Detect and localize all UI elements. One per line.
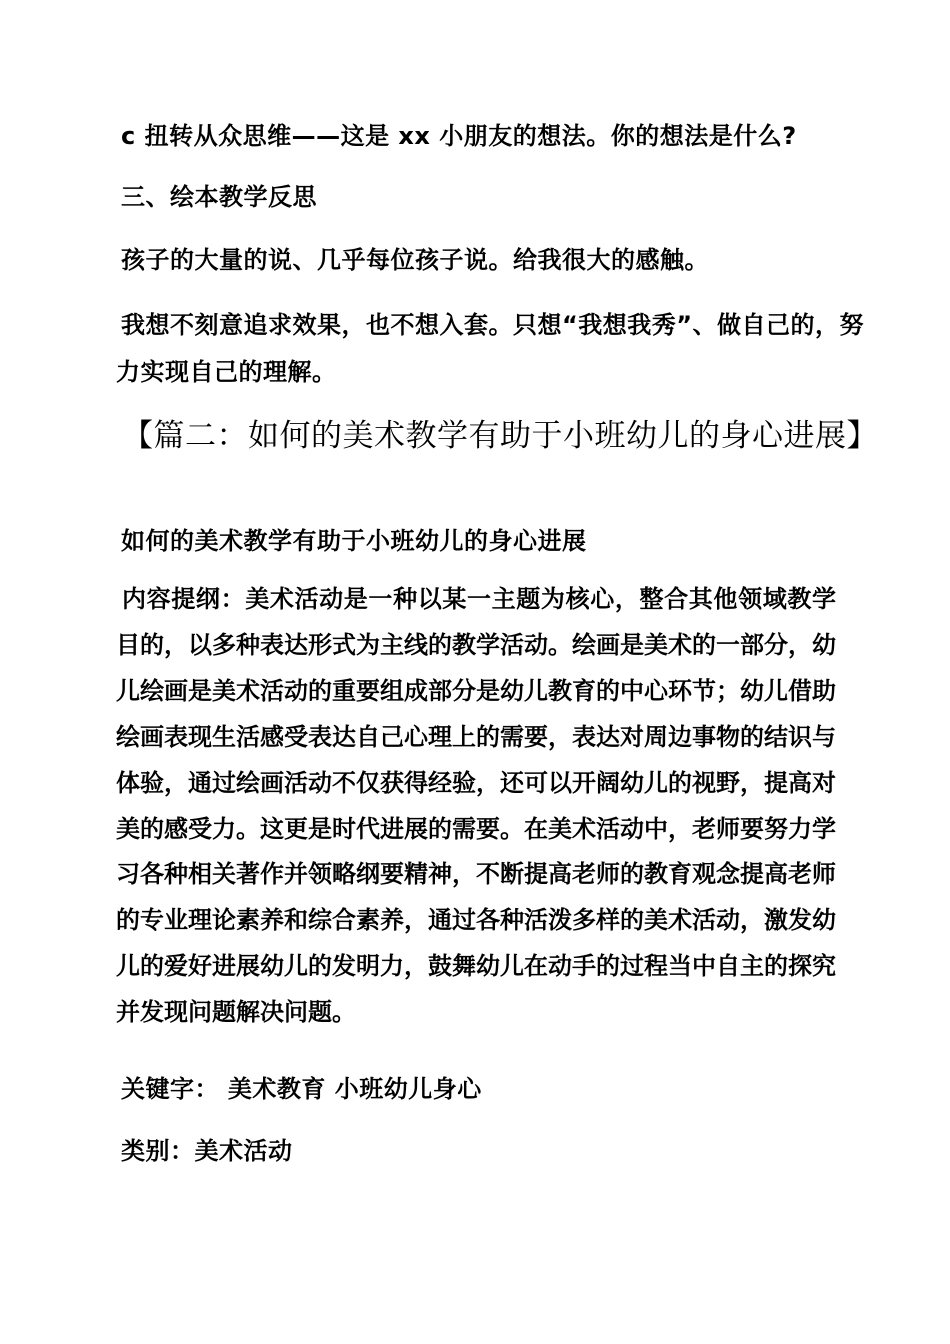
section-three-heading: 三、绘本教学反思 [121, 183, 317, 211]
text-line-children-talk: 孩子的大量的说、几乎每位孩子说。给我很大的感触。 [121, 246, 709, 274]
text-line-reverse-conformity: c 扭转从众思维——这是 xx 小朋友的想法。你的想法是什么? [121, 122, 797, 150]
article-category: 类别：美术活动 [121, 1137, 293, 1165]
text-line-intention-2: 力实现自己的理解。 [116, 358, 337, 386]
abstract-text: 内容提纲：美术活动是一种以某一主题为核心，整合其他领域教学目的，以多种表达形式为主线的教学活动。绘画是美术的一部分，幼儿绘画是美术活动的重要组成部分是幼儿教育的中心环节；幼儿借助绘画表现生活感受表达自己心理上的需要，表达对周边事物的结识与体验，通过绘画活动不仅获得经验，还可以开阔幼儿的视野，提高对美的感受力。这更是时代进展的需要。在美术活动中，老师要努力学习各种相关著作并领略纲要精神，不断提高老师的教育观念提高老师的专业理论素养和综合素养，通过各种活泼多样的美术活动，激发幼儿的爱好进展幼儿的发明力，鼓舞幼儿在动手的过程当中自主的探究并发现问题解决问题。 [116, 585, 836, 1027]
article-keywords: 关键字： 美术教育 小班幼儿身心 [121, 1075, 482, 1103]
section-heading-part-two: 【篇二：如何的美术教学有助于小班幼儿的身心进展】 [122, 418, 878, 454]
text-line-intention-1: 我想不刻意追求效果，也不想入套。只想“我想我秀”、做自己的，努 [121, 311, 865, 339]
article-title: 如何的美术教学有助于小班幼儿的身心进展 [121, 527, 587, 555]
article-abstract [116, 577, 836, 1036]
